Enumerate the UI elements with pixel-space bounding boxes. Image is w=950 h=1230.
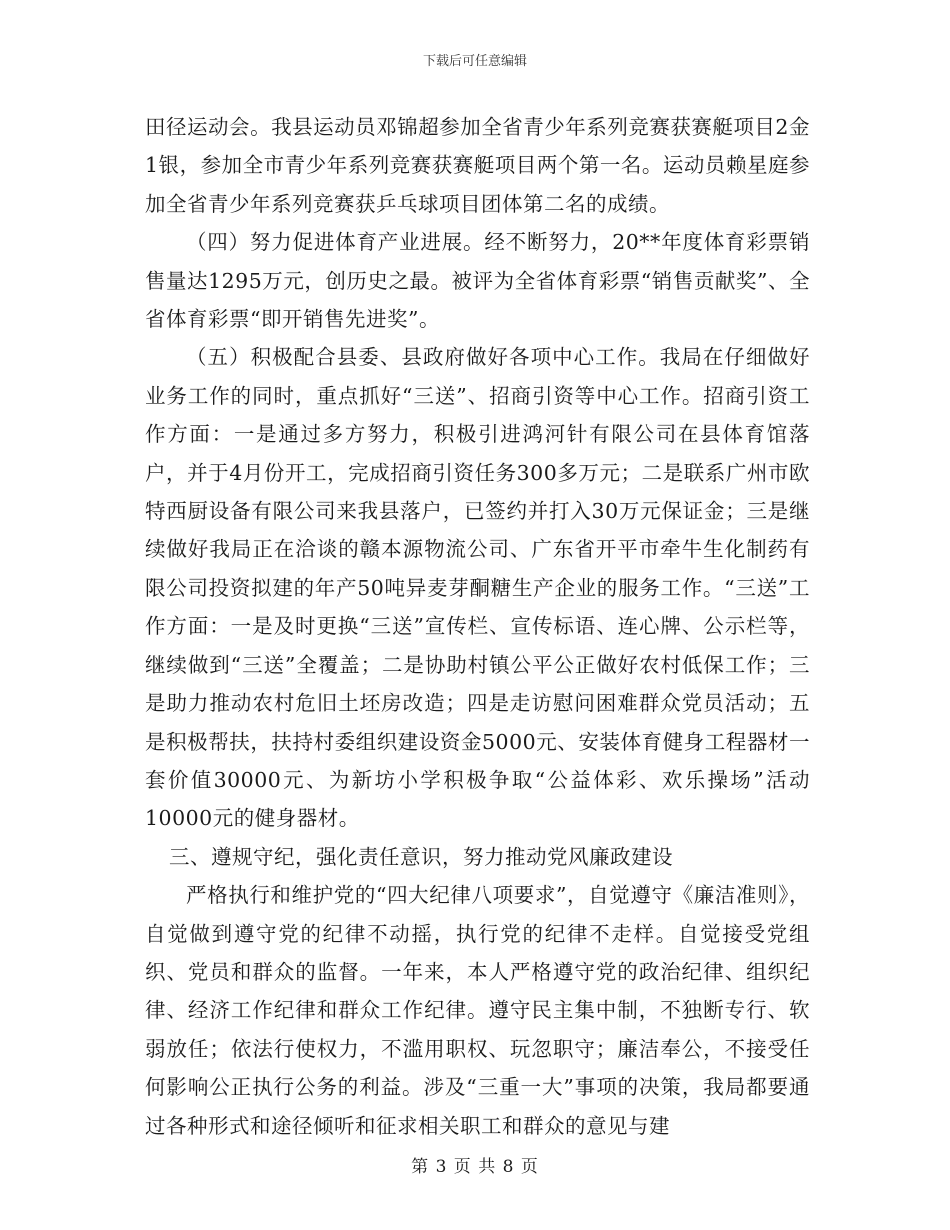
paragraph-party-discipline: 严格执行和维护党的“四大纪律八项要求”，自觉遵守《廉洁准则》，自觉做到遵守党的纪律不动摇，执行党的纪律不走样。自觉接受党组织、党员和群众的监督。一年来，本人严格遵守党的政治纪律、组织纪律、经济工作纪律和群众工作纪律。遵守民主集中制，不独断专行、软弱放任；依法行使权力，不滥用职权、玩忽职守；廉洁奉公，不接受任何影响公正执行公务的利益。涉及“三重一大”事项的决策，我局都要通过各种形式和途径倾听和征求相关职工和群众的意见与建 (145, 883, 810, 1138)
page-header: 下载后可任意编辑 (422, 54, 527, 69)
section-heading-discipline: 三、遵规守纪，强化责任意识，努力推动党风廉政建设 (169, 844, 673, 869)
paragraph-sports-industry: （四）努力促进体育产业进展。经不断努力，20**年度体育彩票销售量达1295万元，创历史之最。被评为全省体育彩票“销售贡献奖”、全省体育彩票“即开销售先进奖”。 (145, 230, 810, 332)
paragraph-athletes: 田径运动会。我县运动员邓锦超参加全省青少年系列竞赛获赛艇项目2金1银，参加全市青少年系列竞赛获赛艇项目两个第一名。运动员赖星庭参加全省青少年系列竞赛获乒乓球项目团体第二名的成绩。 (145, 115, 810, 216)
paragraph-central-work: （五）积极配合县委、县政府做好各项中心工作。我局在仔细做好业务工作的同时，重点抓好“三送”、招商引资等中心工作。招商引资工作方面：一是通过多方努力，积极引进鸿河针有限公司在县体育馆落户，并于4月份开工，完成招商引资任务300多万元；二是联系广州市欧特西厨设备有限公司来我县落户，已签约并打入30万元保证金；三是继续做好我局正在洽谈的赣本源物流公司、广东省开平市牵牛生化制药有限公司投资拟建的年产50吨异麦芽酮糖生产企业的服务工作。“三送”工作方面：一是及时更换“三送”宣传栏、宣传标语、连心牌、公示栏等，继续做到“三送”全覆盖；二是协助村镇公平公正做好农村低保工作；三是助力推动农村危旧土坯房改造；四是走访慰问困难群众党员活动；五是积极帮扶，扶持村委组织建设资金5000元、安装体育健身工程器材一套价值30000元、为新坊小学积极争取“公益体彩、欢乐操场”活动10000元的健身器材。 (145, 345, 810, 831)
page-number-footer: 第 3 页 共 8 页 (411, 1157, 539, 1177)
document-body (145, 108, 810, 1145)
